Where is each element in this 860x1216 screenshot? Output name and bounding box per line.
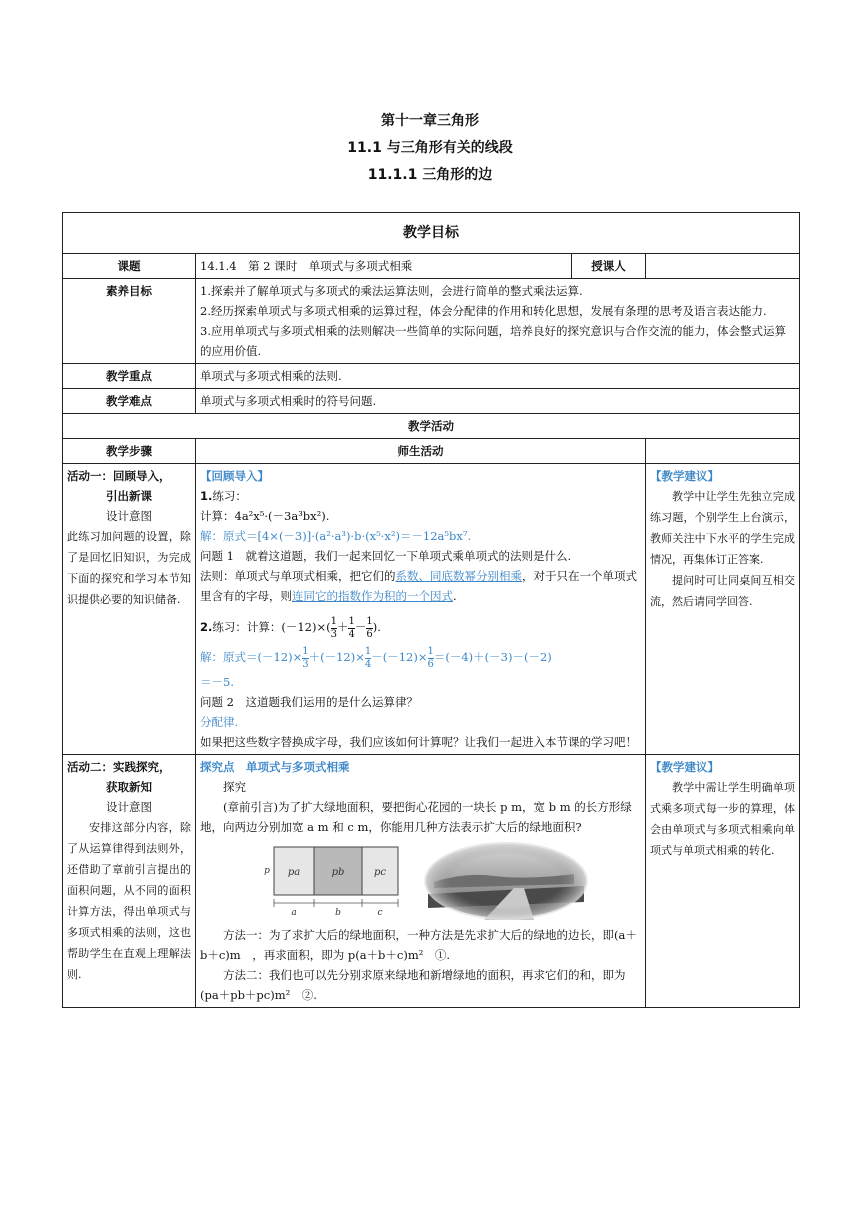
activity1-tag: 【回顾导入】 bbox=[200, 469, 269, 483]
section-title: 11.1 与三角形有关的线段 bbox=[347, 140, 513, 156]
activity1-title-2: 引出新课 bbox=[106, 489, 152, 503]
subsection-title: 11.1.1 三角形的边 bbox=[367, 167, 493, 183]
advice-text: 教学中需让学生明确单项式乘多项式每一步的算理，体会由单项式与多项式相乘向单项式与单项式相乘的转化. bbox=[650, 781, 795, 857]
chapter-title: 第十一章三角形 bbox=[381, 113, 479, 129]
literacy-item: 3.应用单项式与多项式相乘的法则解决一些简单的实际问题，培养良好的探究意识与合作交流的能力，体会整式运算的应用价值. bbox=[200, 324, 786, 358]
fraction: $\frac{1}{6}$ bbox=[427, 645, 434, 670]
activity1-title: 活动一：回顾导入， bbox=[67, 469, 171, 483]
activity1-design-label: 设计意图 bbox=[106, 509, 152, 523]
area-diagram bbox=[260, 843, 410, 919]
activity2-design-text: 安排这部分内容，除了从运算律得到法则外，还借助了章前引言提出的面积问题，从不同的面积计算方法，得出单项式与多项式相乘的法则，这也帮助学生在直观上理解法则. bbox=[67, 821, 191, 981]
question-2: 问题 2 这道题我们运用的是什么运算律？ bbox=[200, 695, 418, 709]
activity2-steps bbox=[63, 755, 196, 1008]
question-2-answer: 分配律. bbox=[200, 715, 239, 729]
advice-text: 提问时可让同桌间互相交流，然后请同学回答. bbox=[650, 574, 795, 608]
literacy-item: 2.经历探索单项式与多项式相乘的运算过程，体会分配律的作用和转化思想，发展有条理的思考及语言表达能力. bbox=[200, 304, 767, 318]
advice-tag: 【教学建议】 bbox=[650, 469, 719, 483]
rule-end: . bbox=[453, 589, 457, 603]
question-1: 问题 1 就着这道题，我们一起来回忆一下单项式乘单项式的法则是什么. bbox=[200, 549, 572, 563]
rule-text bbox=[200, 566, 641, 606]
rule-answer-1: 系数、同底数幂分别相乘 bbox=[395, 569, 522, 583]
difficulty-value: 单项式与多项式相乘时的符号问题. bbox=[196, 389, 800, 414]
closing-text: 如果把这些数字替换成字母，我们应该如何计算呢？让我们一起进入本节课的学习吧！ bbox=[200, 735, 637, 749]
ex1-solution: 解：原式＝[4×(－3)]·(a²·a³)·b·(x⁵·x²)＝－12a⁵bx⁷. bbox=[200, 529, 472, 543]
diagram-label: pc bbox=[373, 867, 387, 878]
ex1-label: 1. bbox=[200, 489, 213, 503]
rule-answer-2: 连同它的指数作为积的一个因式 bbox=[292, 589, 453, 603]
method-1: 方法一：为了求扩大后的绿地面积，一种方法是先求扩大后的绿地的边长，即(a＋b＋c)m ，再求面积，即为 p(a＋b＋c)m² ①. bbox=[200, 928, 637, 962]
lesson-plan-table bbox=[62, 212, 800, 1008]
fraction: $\frac{1}{4}$ bbox=[364, 645, 372, 670]
advice-tag: 【教学建议】 bbox=[650, 760, 719, 774]
method-2: 方法二：我们也可以先分别求原来绿地和新增绿地的面积，再求它们的和，即为(pa＋pb＋pc)m² ②. bbox=[200, 968, 626, 1002]
explore-label: 探究 bbox=[223, 780, 246, 794]
teacher-label: 授课人 bbox=[572, 254, 646, 279]
literacy-goals bbox=[196, 279, 800, 364]
activity1-advice bbox=[646, 464, 800, 755]
activity1-design-text: 此练习加问题的设置，除了是回忆旧知识，为完成下面的探究和学习本节知识提供必要的知识储备. bbox=[67, 530, 191, 606]
activity2-tag: 探究点 单项式与多项式相乘 bbox=[200, 760, 350, 774]
ex2-title: 练习：计算：(－12)×( bbox=[212, 620, 331, 634]
fraction: $\frac{1}{3}$ bbox=[330, 615, 337, 640]
objectives-header: 教学目标 bbox=[63, 213, 800, 254]
activity2-advice bbox=[646, 755, 800, 1008]
diagram-label: pb bbox=[331, 867, 345, 878]
figure-row bbox=[260, 841, 641, 921]
ex1-title: 练习： bbox=[212, 489, 247, 503]
rule-mid: ，对于只在一个单项式里含有的字母，则 bbox=[200, 569, 637, 603]
diagram-bottom-label: a bbox=[291, 908, 297, 918]
intro-text: (章前引言)为了扩大绿地面积，要把街心花园的一块长 p m，宽 b m 的长方形绿地，向两边分别加宽 a m 和 c m，你能用几种方法表示扩大后的绿地面积? bbox=[200, 800, 632, 834]
course-value: 14.1.4 第 2 课时 单项式与多项式相乘 bbox=[196, 254, 572, 279]
literacy-label: 素养目标 bbox=[63, 279, 196, 364]
diagram-side-label: p bbox=[264, 866, 270, 876]
activity2-design-label: 设计意图 bbox=[106, 800, 152, 814]
activity1-steps bbox=[63, 464, 196, 755]
page-titles bbox=[0, 108, 860, 189]
literacy-item: 1.探索并了解单项式与多项式的乘法运算法则，会进行简单的整式乘法运算. bbox=[200, 284, 583, 298]
key-value: 单项式与多项式相乘的法则. bbox=[196, 364, 800, 389]
course-label: 课题 bbox=[63, 254, 196, 279]
ex2-label: 2. bbox=[200, 620, 213, 634]
rule-prefix: 法则：单项式与单项式相乘，把它们的 bbox=[200, 569, 396, 583]
teacher-student-label: 师生活动 bbox=[196, 439, 646, 464]
activity2-content bbox=[196, 755, 646, 1008]
activity1-content bbox=[196, 464, 646, 755]
ex2-solution: 解：原式＝(－12)× $\frac{1}{3}$ ＋(－12)× $\frac{1}{4}$ －(－12)× $\frac{1}{6}$ ＝(－4)＋(－3)－(－2) bbox=[200, 645, 552, 670]
fraction: $\frac{1}{6}$ bbox=[366, 615, 373, 640]
ex1-calc: 计算：4a²x⁵·(－3a³bx²). bbox=[200, 509, 330, 523]
diagram-bottom-label: b bbox=[335, 908, 341, 918]
fraction: $\frac{1}{3}$ bbox=[302, 645, 309, 670]
key-label: 教学重点 bbox=[63, 364, 196, 389]
park-photo bbox=[424, 842, 588, 920]
empty-cell bbox=[646, 439, 800, 464]
teacher-value bbox=[646, 254, 800, 279]
diagram-bottom-label: c bbox=[377, 908, 383, 918]
diagram-label: pa bbox=[287, 867, 301, 878]
activity2-title-2: 获取新知 bbox=[106, 780, 152, 794]
advice-text: 教学中让学生先独立完成练习题，个别学生上台演示，教师关注中下水平的学生完成情况，再集体订正答案. bbox=[650, 490, 795, 566]
difficulty-label: 教学难点 bbox=[63, 389, 196, 414]
fraction: $\frac{1}{4}$ bbox=[348, 615, 355, 640]
steps-label: 教学步骤 bbox=[63, 439, 196, 464]
ex2-result: ＝－5. bbox=[200, 675, 234, 689]
activity2-title: 活动二：实践探究， bbox=[67, 760, 171, 774]
activities-header: 教学活动 bbox=[63, 414, 800, 439]
ex2-line: 2.练习：计算：(－12)×( $\frac{1}{3}$ ＋ $\frac{1}{4}$ － $\frac{1}{6}$ ). bbox=[200, 615, 381, 640]
